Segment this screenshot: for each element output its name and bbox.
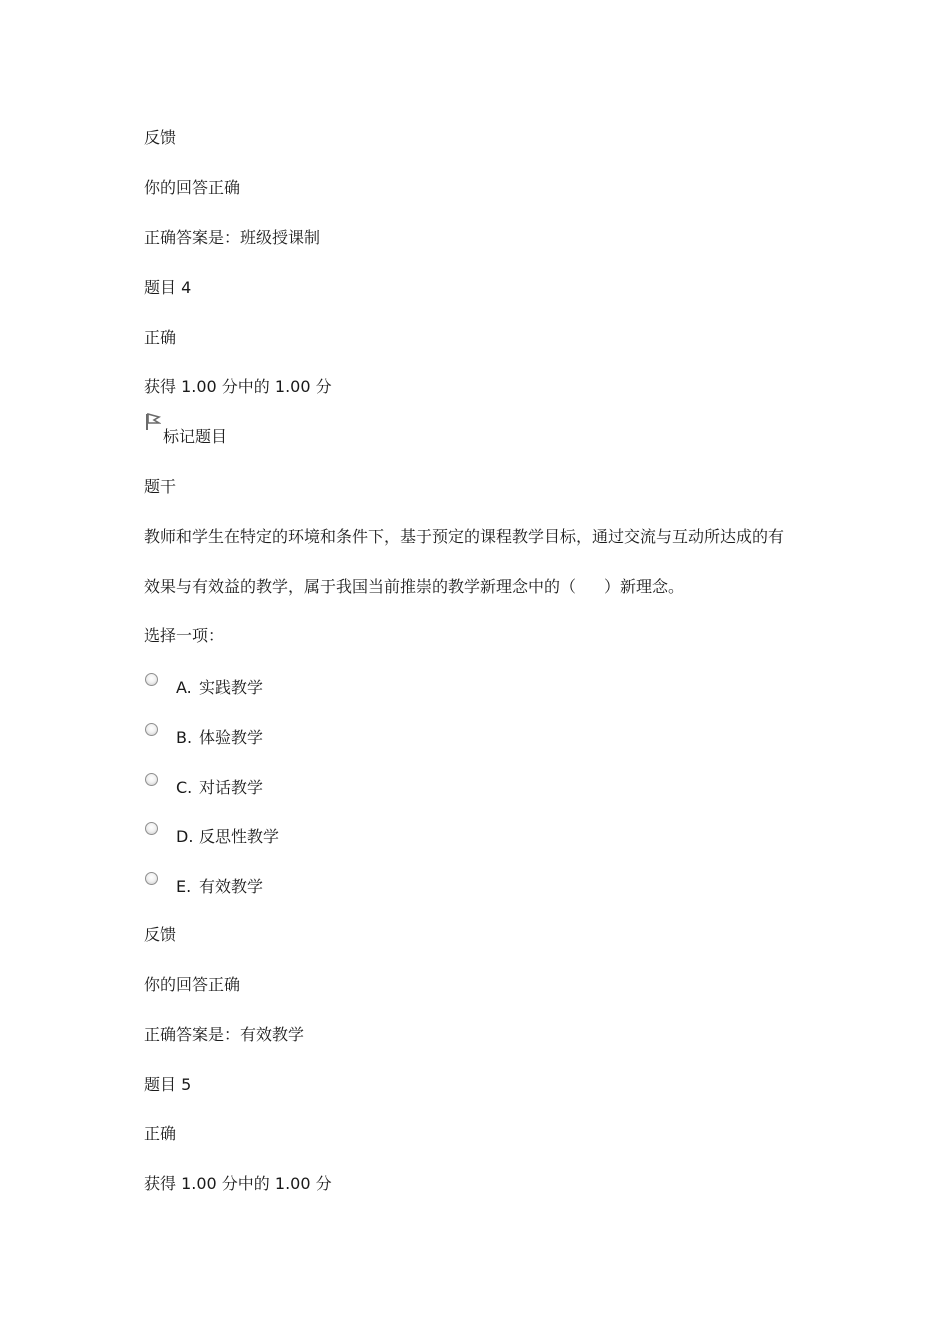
feedback-result: 你的回答正确: [144, 178, 241, 197]
question-stem-line-2-before: 效果与有效益的教学，属于我国当前推崇的教学新理念中的（: [144, 577, 577, 596]
question-stem-line-1: 教师和学生在特定的环境和条件下，基于预定的课程教学目标，通过交流与互动所达成的有: [144, 527, 785, 546]
option-letter: E.: [176, 877, 192, 896]
question-title: 题目 5: [144, 1075, 192, 1094]
answer-option-e[interactable]: [144, 872, 404, 894]
option-text[interactable]: 实践教学: [199, 678, 264, 697]
question-stem-heading: 题干: [144, 477, 177, 496]
radio-unselected-icon[interactable]: [145, 773, 158, 786]
answer-option-a[interactable]: [144, 673, 404, 695]
feedback-heading: 反馈: [144, 128, 177, 147]
question-stem-line-2: [144, 577, 684, 597]
question-status: 正确: [144, 328, 177, 347]
question-title: 题目 4: [144, 278, 192, 297]
radio-unselected-icon[interactable]: [145, 872, 158, 885]
flag-question-label[interactable]: 标记题目: [163, 427, 228, 446]
radio-unselected-icon[interactable]: [145, 673, 158, 686]
answer-prompt: 选择一项：: [144, 626, 225, 645]
feedback-result: 你的回答正确: [144, 975, 241, 994]
option-letter: D.: [176, 827, 194, 846]
answer-option-d[interactable]: [144, 822, 404, 844]
feedback-correct-answer: 正确答案是：班级授课制: [144, 228, 321, 247]
option-text[interactable]: 有效教学: [199, 877, 264, 896]
option-letter: C.: [176, 778, 193, 797]
question-score: 获得 1.00 分中的 1.00 分: [144, 1174, 332, 1193]
radio-unselected-icon[interactable]: [145, 723, 158, 736]
answer-option-b[interactable]: [144, 723, 404, 745]
option-text[interactable]: 反思性教学: [199, 827, 280, 846]
option-letter: B.: [176, 728, 193, 747]
question-score: 获得 1.00 分中的 1.00 分: [144, 377, 332, 396]
radio-unselected-icon[interactable]: [145, 822, 158, 835]
question-status: 正确: [144, 1124, 177, 1143]
feedback-heading: 反馈: [144, 925, 177, 944]
answer-option-c[interactable]: [144, 773, 404, 795]
option-text[interactable]: 对话教学: [199, 778, 264, 797]
flag-icon[interactable]: [145, 413, 161, 431]
option-letter: A.: [176, 678, 192, 697]
option-text[interactable]: 体验教学: [199, 728, 264, 747]
feedback-correct-answer: 正确答案是：有效教学: [144, 1025, 305, 1044]
question-stem-line-2-after: ）新理念。: [604, 577, 685, 596]
